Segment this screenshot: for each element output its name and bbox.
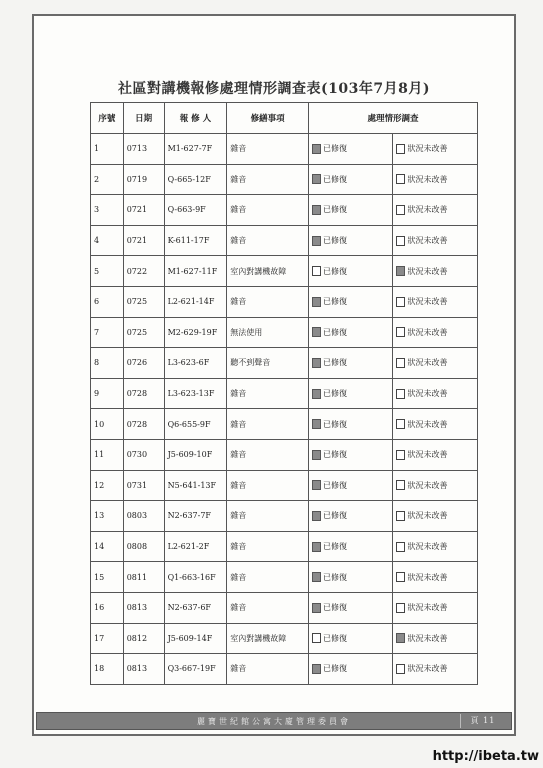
- status-label-not-fixed: 狀況未改善: [407, 450, 448, 460]
- status-label-not-fixed: 狀況未改善: [407, 419, 448, 429]
- status-label-not-fixed: 狀況未改善: [407, 664, 448, 674]
- table-row: [91, 654, 478, 685]
- checkbox-fixed: [312, 419, 321, 429]
- footer-org: 麗寶世紀館公寓大廈管理委員會: [197, 717, 351, 726]
- status-not-fixed-cell: [393, 378, 478, 409]
- table-row: [91, 562, 478, 593]
- status-label-not-fixed: 狀況未改善: [407, 174, 448, 184]
- checkbox-not-fixed: [396, 389, 405, 399]
- checkbox-fixed: [312, 664, 321, 674]
- status-fixed-cell: [308, 623, 392, 654]
- table-row: [91, 531, 478, 562]
- status-label-not-fixed: 狀況未改善: [407, 205, 448, 215]
- header-date: 日期: [123, 103, 164, 134]
- row-no: 12: [91, 470, 124, 501]
- status-label-fixed: 已修復: [322, 664, 347, 674]
- row-item: 雜音: [227, 134, 309, 165]
- status-not-fixed-cell: [393, 470, 478, 501]
- table-row: [91, 286, 478, 317]
- checkbox-fixed: [312, 603, 321, 613]
- row-item: 雜音: [227, 562, 309, 593]
- status-not-fixed-cell: [393, 592, 478, 623]
- status-fixed-cell: [308, 378, 392, 409]
- header-no: 序號: [91, 103, 124, 134]
- row-no: 14: [91, 531, 124, 562]
- checkbox-not-fixed: [396, 511, 405, 521]
- status-label-fixed: 已修復: [322, 511, 347, 521]
- status-fixed-cell: [308, 164, 392, 195]
- row-no: 2: [91, 164, 124, 195]
- table-row: [91, 225, 478, 256]
- checkbox-not-fixed: [396, 419, 405, 429]
- status-label-not-fixed: 狀況未改善: [407, 511, 448, 521]
- status-fixed-cell: [308, 592, 392, 623]
- status-label-not-fixed: 狀況未改善: [407, 480, 448, 490]
- status-label-fixed: 已修復: [322, 450, 347, 460]
- row-no: 4: [91, 225, 124, 256]
- checkbox-not-fixed: [396, 358, 405, 368]
- checkbox-fixed: [312, 511, 321, 521]
- row-no: 11: [91, 439, 124, 470]
- status-not-fixed-cell: [393, 225, 478, 256]
- row-no: 10: [91, 409, 124, 440]
- status-label-fixed: 已修復: [322, 389, 347, 399]
- checkbox-not-fixed: [396, 664, 405, 674]
- row-item: 雜音: [227, 654, 309, 685]
- checkbox-not-fixed: [396, 205, 405, 215]
- row-item: 雜音: [227, 592, 309, 623]
- table-row: [91, 164, 478, 195]
- status-label-not-fixed: 狀況未改善: [407, 236, 448, 246]
- status-not-fixed-cell: [393, 623, 478, 654]
- row-date: 0803: [123, 501, 164, 532]
- checkbox-not-fixed: [396, 633, 405, 643]
- status-not-fixed-cell: [393, 501, 478, 532]
- row-reporter: L3-623-6F: [164, 348, 227, 379]
- checkbox-fixed: [312, 205, 321, 215]
- checkbox-not-fixed: [396, 603, 405, 613]
- row-item: 雜音: [227, 378, 309, 409]
- checkbox-not-fixed: [396, 450, 405, 460]
- status-not-fixed-cell: [393, 562, 478, 593]
- checkbox-not-fixed: [396, 297, 405, 307]
- checkbox-not-fixed: [396, 266, 405, 276]
- status-not-fixed-cell: [393, 409, 478, 440]
- row-reporter: L3-623-13F: [164, 378, 227, 409]
- checkbox-fixed: [312, 633, 321, 643]
- page-number: 頁 11: [460, 714, 505, 728]
- row-reporter: M2-629-19F: [164, 317, 227, 348]
- row-no: 7: [91, 317, 124, 348]
- status-fixed-cell: [308, 134, 392, 165]
- status-fixed-cell: [308, 225, 392, 256]
- status-label-not-fixed: 狀況未改善: [407, 572, 448, 582]
- status-fixed-cell: [308, 470, 392, 501]
- status-fixed-cell: [308, 501, 392, 532]
- row-no: 5: [91, 256, 124, 287]
- status-label-not-fixed: 狀況未改善: [407, 327, 448, 337]
- header-reporter: 報 修 人: [164, 103, 227, 134]
- row-item: 雜音: [227, 470, 309, 501]
- checkbox-fixed: [312, 572, 321, 582]
- row-reporter: Q-663-9F: [164, 195, 227, 226]
- status-label-fixed: 已修復: [322, 297, 347, 307]
- row-date: 0719: [123, 164, 164, 195]
- row-date: 0726: [123, 348, 164, 379]
- row-date: 0725: [123, 317, 164, 348]
- row-no: 9: [91, 378, 124, 409]
- status-label-fixed: 已修復: [322, 327, 347, 337]
- status-not-fixed-cell: [393, 348, 478, 379]
- status-fixed-cell: [308, 348, 392, 379]
- watermark: http://ibeta.tw: [432, 749, 539, 764]
- status-label-fixed: 已修復: [322, 480, 347, 490]
- checkbox-not-fixed: [396, 480, 405, 490]
- row-reporter: J5-609-10F: [164, 439, 227, 470]
- checkbox-not-fixed: [396, 144, 405, 154]
- table-row: [91, 592, 478, 623]
- row-reporter: J5-609-14F: [164, 623, 227, 654]
- status-label-fixed: 已修復: [322, 236, 347, 246]
- status-fixed-cell: [308, 439, 392, 470]
- row-item: 雜音: [227, 225, 309, 256]
- table-row: [91, 256, 478, 287]
- row-date: 0728: [123, 378, 164, 409]
- status-label-not-fixed: 狀況未改善: [407, 297, 448, 307]
- row-reporter: Q6-655-9F: [164, 409, 227, 440]
- checkbox-fixed: [312, 174, 321, 184]
- row-date: 0713: [123, 134, 164, 165]
- status-not-fixed-cell: [393, 256, 478, 287]
- row-no: 18: [91, 654, 124, 685]
- checkbox-not-fixed: [396, 236, 405, 246]
- row-date: 0811: [123, 562, 164, 593]
- row-item: 雜音: [227, 164, 309, 195]
- row-date: 0722: [123, 256, 164, 287]
- checkbox-not-fixed: [396, 327, 405, 337]
- table-row: [91, 195, 478, 226]
- checkbox-not-fixed: [396, 572, 405, 582]
- status-label-not-fixed: 狀況未改善: [407, 266, 448, 276]
- status-not-fixed-cell: [393, 654, 478, 685]
- row-reporter: M1-627-11F: [164, 256, 227, 287]
- table-body: [91, 134, 478, 685]
- status-fixed-cell: [308, 256, 392, 287]
- table-row: [91, 623, 478, 654]
- row-item: 雜音: [227, 439, 309, 470]
- row-date: 0728: [123, 409, 164, 440]
- row-reporter: L2-621-2F: [164, 531, 227, 562]
- document-page: [32, 14, 516, 736]
- checkbox-fixed: [312, 542, 321, 552]
- row-reporter: N2-637-7F: [164, 501, 227, 532]
- checkbox-fixed: [312, 327, 321, 337]
- row-date: 0813: [123, 654, 164, 685]
- table-row: [91, 348, 478, 379]
- status-not-fixed-cell: [393, 195, 478, 226]
- status-not-fixed-cell: [393, 134, 478, 165]
- status-label-not-fixed: 狀況未改善: [407, 389, 448, 399]
- status-label-fixed: 已修復: [322, 633, 347, 643]
- status-fixed-cell: [308, 286, 392, 317]
- survey-table: [90, 102, 478, 685]
- status-not-fixed-cell: [393, 531, 478, 562]
- status-label-not-fixed: 狀況未改善: [407, 542, 448, 552]
- status-label-not-fixed: 狀況未改善: [407, 633, 448, 643]
- status-fixed-cell: [308, 195, 392, 226]
- row-reporter: L2-621-14F: [164, 286, 227, 317]
- status-label-fixed: 已修復: [322, 266, 347, 276]
- status-not-fixed-cell: [393, 317, 478, 348]
- table-row: [91, 134, 478, 165]
- status-fixed-cell: [308, 562, 392, 593]
- table-row: [91, 501, 478, 532]
- status-label-fixed: 已修復: [322, 358, 347, 368]
- row-no: 3: [91, 195, 124, 226]
- row-date: 0813: [123, 592, 164, 623]
- row-no: 13: [91, 501, 124, 532]
- checkbox-fixed: [312, 389, 321, 399]
- checkbox-fixed: [312, 266, 321, 276]
- status-not-fixed-cell: [393, 286, 478, 317]
- row-reporter: N5-641-13F: [164, 470, 227, 501]
- checkbox-not-fixed: [396, 542, 405, 552]
- header-status: 處理情形調查: [308, 103, 477, 134]
- row-no: 6: [91, 286, 124, 317]
- row-date: 0725: [123, 286, 164, 317]
- status-label-fixed: 已修復: [322, 542, 347, 552]
- status-fixed-cell: [308, 531, 392, 562]
- row-reporter: K-611-17F: [164, 225, 227, 256]
- row-reporter: Q1-663-16F: [164, 562, 227, 593]
- row-date: 0812: [123, 623, 164, 654]
- row-reporter: Q3-667-19F: [164, 654, 227, 685]
- row-no: 17: [91, 623, 124, 654]
- table-row: [91, 378, 478, 409]
- status-not-fixed-cell: [393, 439, 478, 470]
- row-reporter: N2-637-6F: [164, 592, 227, 623]
- status-fixed-cell: [308, 654, 392, 685]
- table-header-row: [91, 103, 478, 134]
- row-date: 0731: [123, 470, 164, 501]
- checkbox-fixed: [312, 297, 321, 307]
- row-no: 8: [91, 348, 124, 379]
- status-label-fixed: 已修復: [322, 205, 347, 215]
- row-item: 聽不到聲音: [227, 348, 309, 379]
- row-date: 0721: [123, 225, 164, 256]
- row-reporter: Q-665-12F: [164, 164, 227, 195]
- row-item: 雜音: [227, 531, 309, 562]
- status-label-fixed: 已修復: [322, 419, 347, 429]
- status-label-fixed: 已修復: [322, 572, 347, 582]
- footer-bar: [36, 712, 512, 730]
- checkbox-fixed: [312, 144, 321, 154]
- header-item: 修繕事項: [227, 103, 309, 134]
- checkbox-fixed: [312, 358, 321, 368]
- checkbox-fixed: [312, 236, 321, 246]
- status-label-not-fixed: 狀況未改善: [407, 144, 448, 154]
- status-label-fixed: 已修復: [322, 144, 347, 154]
- row-no: 1: [91, 134, 124, 165]
- checkbox-fixed: [312, 450, 321, 460]
- checkbox-fixed: [312, 480, 321, 490]
- row-item: 室內對講機故障: [227, 623, 309, 654]
- checkbox-not-fixed: [396, 174, 405, 184]
- table-row: [91, 470, 478, 501]
- row-item: 室內對講機故障: [227, 256, 309, 287]
- status-label-fixed: 已修復: [322, 603, 347, 613]
- row-item: 雜音: [227, 409, 309, 440]
- row-reporter: M1-627-7F: [164, 134, 227, 165]
- row-item: 雜音: [227, 286, 309, 317]
- row-item: 雜音: [227, 195, 309, 226]
- row-date: 0730: [123, 439, 164, 470]
- row-item: 無法使用: [227, 317, 309, 348]
- row-date: 0721: [123, 195, 164, 226]
- document-title: 社區對講機報修處理情形調查表(103年7月8月): [118, 81, 430, 97]
- row-date: 0808: [123, 531, 164, 562]
- row-item: 雜音: [227, 501, 309, 532]
- table-row: [91, 409, 478, 440]
- row-no: 16: [91, 592, 124, 623]
- status-label-fixed: 已修復: [322, 174, 347, 184]
- row-no: 15: [91, 562, 124, 593]
- status-fixed-cell: [308, 409, 392, 440]
- status-not-fixed-cell: [393, 164, 478, 195]
- status-fixed-cell: [308, 317, 392, 348]
- table-row: [91, 317, 478, 348]
- status-label-not-fixed: 狀況未改善: [407, 358, 448, 368]
- table-row: [91, 439, 478, 470]
- status-label-not-fixed: 狀況未改善: [407, 603, 448, 613]
